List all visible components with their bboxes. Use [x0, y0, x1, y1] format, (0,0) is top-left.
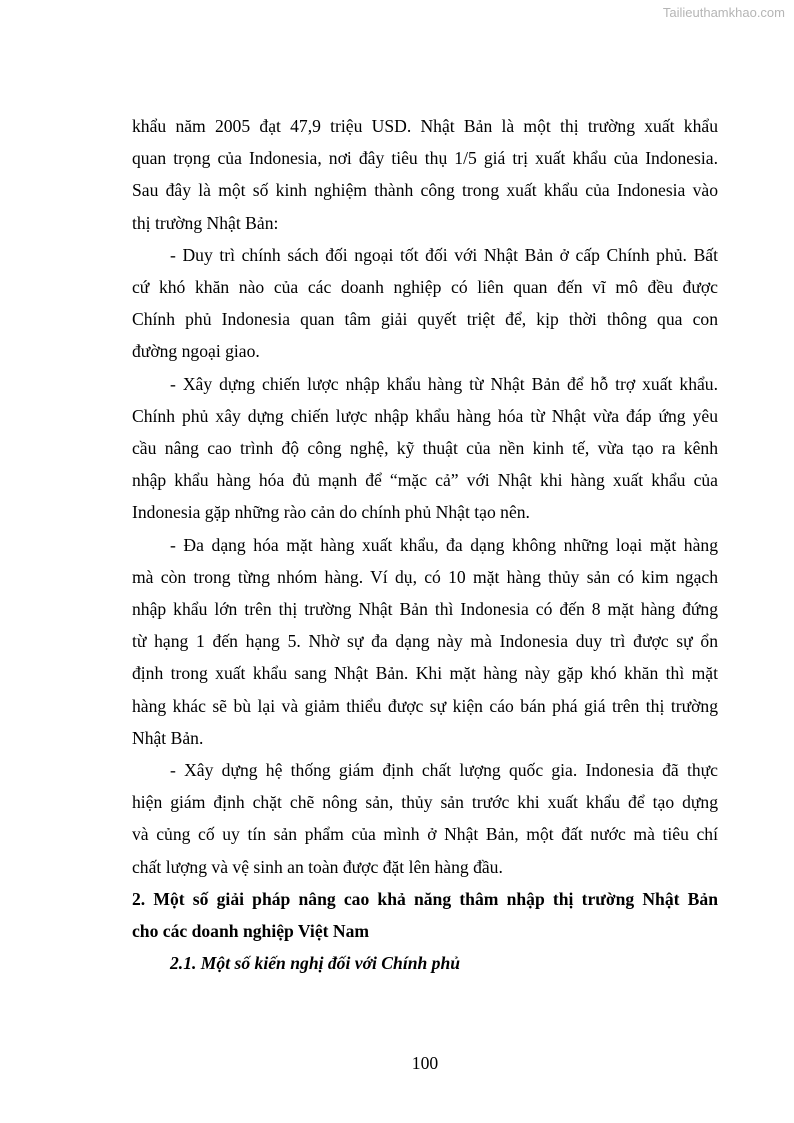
paragraph-line: - Xây dựng chiến lược nhập khẩu hàng từ Nhật Bản để hỗ trợ xuất khẩu. [170, 373, 718, 394]
paragraph-line: nhập khẩu lớn trên thị trường Nhật Bản thì Indonesia có đến 8 mặt hàng đứng [132, 599, 718, 619]
paragraph-line: Indonesia gặp những rào cản do chính phủ Nhật tạo nên. [132, 502, 530, 523]
paragraph-line: cầu nâng cao trình độ công nghệ, kỹ thuật của nền kinh tế, vừa tạo ra kênh [132, 438, 718, 458]
paragraph-line: - Đa dạng hóa mặt hàng xuất khẩu, đa dạng không những loại mặt hàng [170, 534, 718, 555]
paragraph-line: thị trường Nhật Bản: [132, 212, 279, 233]
page-number: 100 [411, 1053, 439, 1073]
section-heading-line: cho các doanh nghiệp Việt Nam [132, 921, 370, 941]
watermark: Tailieuthamkhao.com [662, 5, 785, 20]
paragraph-line: Sau đây là một số kinh nghiệm thành công trong xuất khẩu của Indonesia vào [132, 180, 718, 201]
paragraph-line: - Xây dựng hệ thống giám định chất lượng quốc gia. Indonesia đã thực [170, 760, 718, 780]
paragraph-line: Chính phủ Indonesia quan tâm giải quyết triệt để, kịp thời thông qua con [132, 309, 718, 330]
subsection-heading-line: 2.1. Một số kiến nghị đối với Chính phủ [170, 953, 461, 974]
paragraph-line: định trong xuất khẩu sang Nhật Bản. Khi mặt hàng này gặp khó khăn thì mặt [132, 663, 718, 684]
paragraph-line: nhập khẩu hàng hóa đủ mạnh để “mặc cả” với Nhật khi hàng xuất khẩu của [132, 470, 718, 491]
paragraph-line: khẩu năm 2005 đạt 47,9 triệu USD. Nhật Bản là một thị trường xuất khẩu [132, 116, 718, 136]
paragraph-line: hiện giám định chặt chẽ nông sản, thủy sản trước khi xuất khẩu để tạo dựng [132, 792, 718, 813]
paragraph-line: - Duy trì chính sách đối ngoại tốt đối với Nhật Bản ở cấp Chính phủ. Bất [170, 244, 718, 265]
paragraph-line: cứ khó khăn nào của các doanh nghiệp có liên quan đến vĩ mô đều được [132, 277, 718, 297]
paragraph-line: quan trọng của Indonesia, nơi đây tiêu thụ 1/5 giá trị xuất khẩu của Indonesia. [132, 148, 718, 169]
paragraph-line: Nhật Bản. [132, 727, 204, 748]
paragraph-line: mà còn trong từng nhóm hàng. Ví dụ, có 10 mặt hàng thủy sản có kim ngạch [132, 566, 718, 587]
paragraph-line: chất lượng và vệ sinh an toàn được đặt lên hàng đầu. [132, 856, 503, 877]
paragraph-line: đường ngoại giao. [132, 341, 260, 362]
paragraph-line: hàng khác sẽ bù lại và giảm thiểu được sự kiện cáo bán phá giá trên thị trường [132, 695, 718, 716]
section-heading-line: 2. Một số giải pháp nâng cao khả năng thâm nhập thị trường Nhật Bản [132, 888, 718, 909]
paragraph-line: từ hạng 1 đến hạng 5. Nhờ sự đa dạng này mà Indonesia duy trì được sự ổn [132, 631, 718, 652]
paragraph-line: Chính phủ xây dựng chiến lược nhập khẩu hàng hóa từ Nhật vừa đáp ứng yêu [132, 405, 718, 426]
paragraph-line: và củng cố uy tín sản phẩm của mình ở Nhật Bản, một đất nước mà tiêu chí [132, 824, 718, 845]
